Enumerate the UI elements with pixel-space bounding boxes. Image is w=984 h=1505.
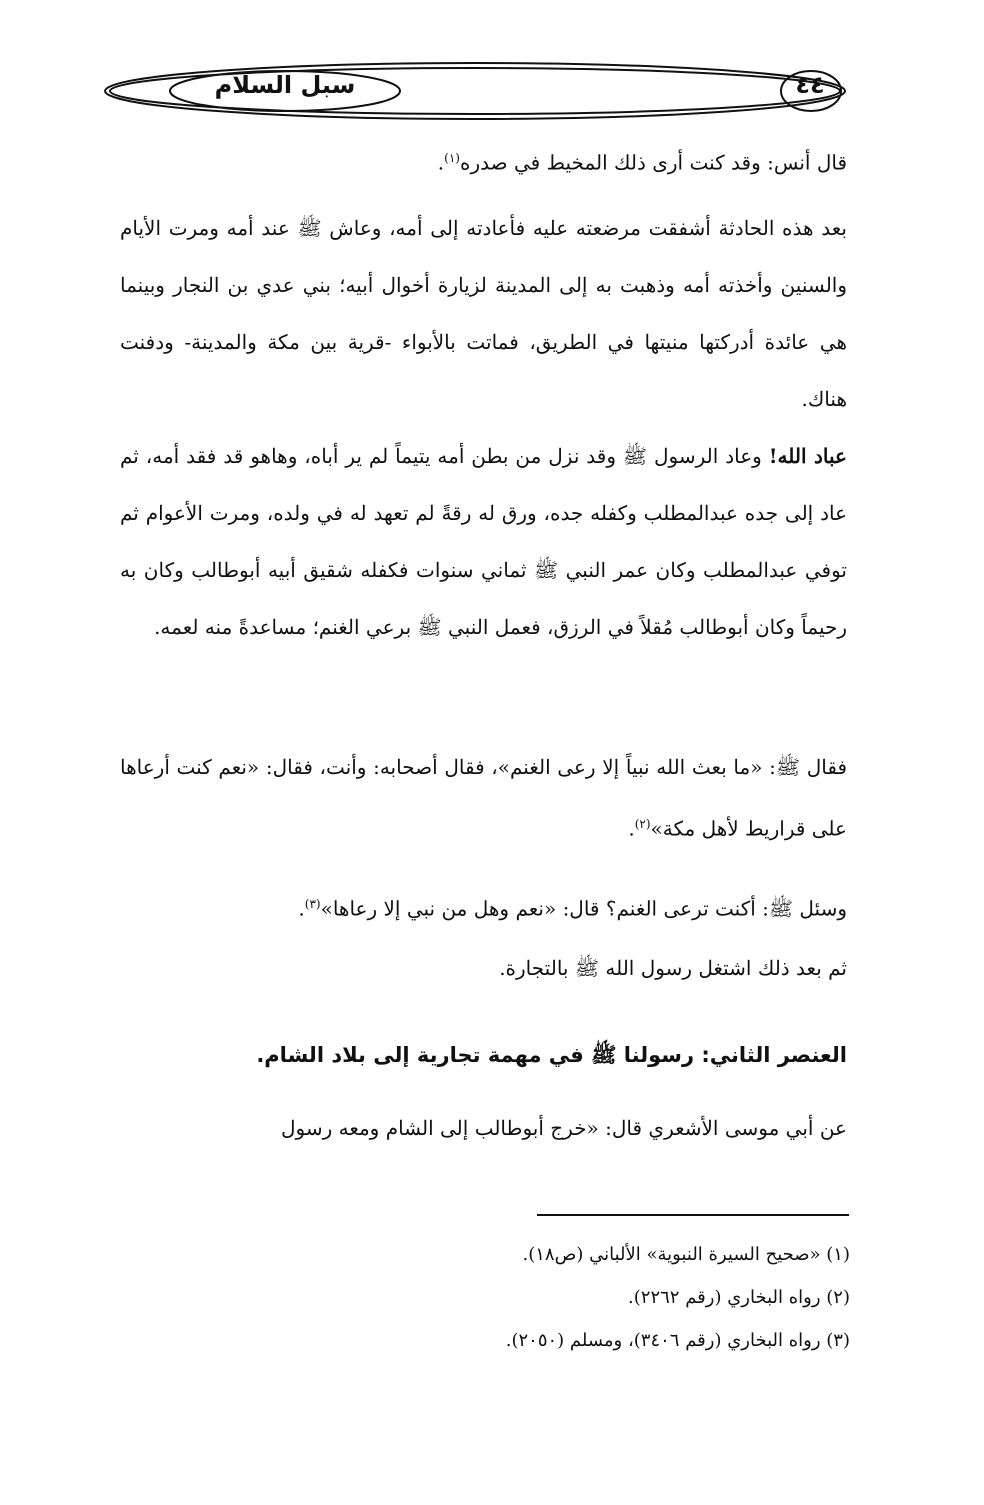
footnote-ref-1: (١) bbox=[444, 151, 460, 165]
paragraph-1-text: قال أنس: وقد كنت أرى ذلك المخيط في صدره bbox=[459, 150, 847, 175]
paragraph-1 bbox=[120, 130, 847, 192]
footnote-1: (١) «صحيح السيرة النبوية» الألباني (ص١٨). bbox=[522, 1244, 850, 1265]
paragraph-3 bbox=[120, 428, 847, 656]
paragraph-4-text: فقال ﷺ: «ما بعث الله نبياً إلا رعى الغنم»، فقال أصحابه: وأنت، فقال: «نعم كنت أرعاها على قراريط لأهل مكة» bbox=[120, 755, 847, 841]
paragraph-7: عن أبي موسى الأشعري قال: «خرج أبوطالب إلى الشام ومعه رسول bbox=[280, 1116, 847, 1140]
footnote-3: (٣) رواه البخاري (رقم ٣٤٠٦)، ومسلم (٢٠٥٠). bbox=[505, 1330, 850, 1351]
book-title: سبل السلام bbox=[214, 71, 356, 99]
footnote-2: (٢) رواه البخاري (رقم ٢٢٦٢). bbox=[628, 1287, 850, 1308]
footnote-ref-2: (٢) bbox=[634, 817, 651, 831]
paragraph-4 bbox=[120, 739, 847, 858]
footnote-ref-3: (٣) bbox=[304, 897, 321, 911]
paragraph-5-text: وسئل ﷺ: أكنت ترعى الغنم؟ قال: «نعم وهل من نبي إلا رعاها» bbox=[320, 896, 847, 921]
period: . bbox=[298, 896, 305, 921]
period: . bbox=[628, 816, 635, 841]
page-header bbox=[100, 58, 850, 124]
paragraph-6: ثم بعد ذلك اشتغل رسول الله ﷺ بالتجارة. bbox=[499, 956, 847, 980]
paragraph-2: بعد هذه الحادثة أشفقت مرضعته عليه فأعادته إلى أمه، وعاش ﷺ عند أمه ومرت الأيام والسنين وأخذته أمه وذهبت به إلى المدينة لزيارة أخوال أبيه؛ بني عدي بن النجار وبينما هي عائدة أدركتها منيتها في الطريق، فماتت بالأبواء -قرية بين مكة والمدينة- ودفنت هناك. bbox=[120, 216, 847, 411]
paragraph-5 bbox=[120, 876, 847, 938]
period: . bbox=[437, 150, 445, 175]
lead-phrase: عباد الله! bbox=[768, 444, 847, 468]
footnote-divider bbox=[537, 1214, 849, 1216]
section-heading: العنصر الثاني: رسولنا ﷺ في مهمة تجارية إلى بلاد الشام. bbox=[256, 1043, 847, 1067]
page-number: ٤٤ bbox=[795, 71, 825, 99]
paragraph-3-text: وعاد الرسول ﷺ وقد نزل من بطن أمه يتيماً لم ير أباه، وهاهو قد فقد أمه، ثم عاد إلى جده عبدالمطلب وكفله جده، ورق له رقةً لم تعهد له في ولده، ومرت الأعوام ثم توفي عبدالمطلب وكان عمر النبي ﷺ ثماني سنوات فكفله شقيق أبيه أبوطالب وكان به رحيماً وكان أبوطالب مُقلاً في الرزق، فعمل النبي ﷺ برعي الغنم؛ مساعدةً منه لعمه. bbox=[120, 444, 847, 639]
